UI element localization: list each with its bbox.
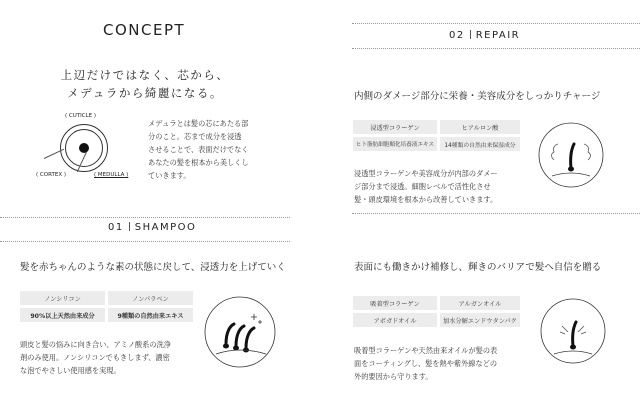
tagline-line-2: メデュラから綺麗になる。: [67, 86, 223, 100]
hair-structure-diagram: [30, 110, 140, 190]
repair-heading-2: 表面にも働きかけ補修し、輝きのバリアで髪へ自信を贈る: [354, 262, 602, 273]
tag-non-silicone: ノンシリコン: [20, 291, 105, 305]
shampoo-heading: 髪を赤ちゃんのような素の状態に戻して、浸透力を上げていく: [20, 262, 286, 273]
divider: [0, 241, 290, 242]
repair-heading-1: 内側のダメージ部分に栄養・美容成分をしっかりチャージ: [354, 91, 601, 102]
cuticle-label: ( CUTICLE ): [65, 113, 97, 119]
tag-argan-oil: アルガンオイル: [440, 296, 520, 310]
tag-natural-extracts: 9種類の自然由来エキス: [108, 308, 193, 322]
tag-adsorbing-collagen: 吸着型コラーゲン: [353, 296, 437, 310]
repair-description-1: 浸透型コラーゲンや美容成分が内部のダメー ジ部分まで浸透。細胞レベルで活性化させ 髪・頭皮環境を根本から改善していきます。: [354, 169, 498, 204]
shampoo-description: 頭皮と髪の悩みに向き合い、アミノ酸系の洗浄 剤のみ使用。ノンシリコンでもきしまず、濃密 な泡でやさしい使用感を実現。: [20, 340, 171, 375]
divider: [352, 48, 640, 49]
tag-avocado-oil: アボガドオイル: [353, 313, 437, 327]
concept-tagline: [0, 66, 290, 102]
tag-stem-cell-extract: ヒト脂肪細胞順化培養液エキス: [353, 137, 437, 151]
concept-description: メデュラとは髪の芯にあたる部 分のこと。芯まで成分を浸透 させることで、表面だけでなく あなたの髪を根本から美しくし ていきます。: [148, 119, 249, 180]
tag-penetrating-collagen: 浸透型コラーゲン: [353, 120, 437, 134]
repair-description-2: 吸着型コラーゲンや天然由来オイルが髪の表 面をコーティングし、髪を熱や紫外線などの 外的要因から守ります。: [354, 346, 498, 381]
medulla-core: [79, 143, 89, 153]
divider: [0, 217, 290, 218]
repair-section-title: 02 REPAIR: [449, 30, 521, 41]
shampoo-section-title: 01 SHAMPOO: [108, 222, 197, 233]
tag-moisturizing-ingredients: 14種類の自然由来保湿成分: [440, 137, 520, 151]
hair-repair-icon: [538, 122, 604, 188]
cortex-label: ( CORTEX ): [36, 172, 67, 178]
hair-coating-icon: [540, 298, 606, 364]
medulla-label: ( MEDULLA ): [94, 172, 129, 178]
tag-natural-ingredients: 90%以上天然由来成分: [20, 308, 105, 322]
divider: [352, 213, 640, 214]
tag-hyaluronic-acid: ヒアルロン酸: [440, 120, 520, 134]
tag-non-paraben: ノンパラベン: [108, 291, 193, 305]
hair-strands-icon: [204, 296, 276, 368]
divider: [352, 23, 640, 24]
tag-pea-protein: 加水分解エンドウタンパク: [440, 313, 520, 327]
tagline-line-1: 上辺だけではなく、芯から、: [60, 68, 230, 82]
concept-title: CONCEPT: [103, 21, 186, 39]
